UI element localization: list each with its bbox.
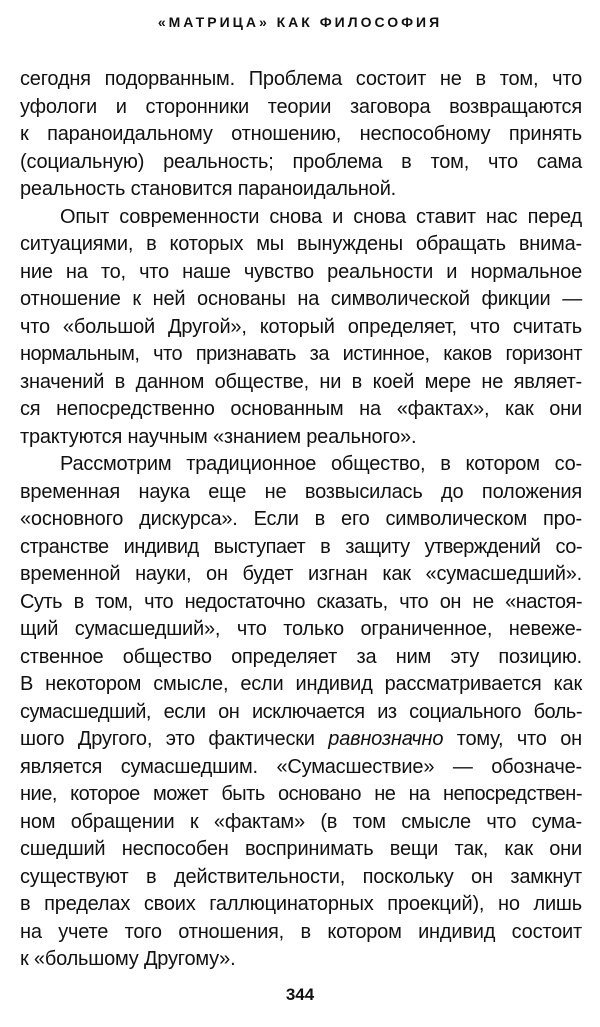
text-line-6: Опыт современности снова и снова ставит нас перед — [60, 205, 582, 228]
text-line-25-start: шого Другого, это фактически — [20, 728, 315, 750]
text-line-16: временная наука еще не возвысилась до положения — [20, 480, 582, 503]
text-line-23: В некотором смысле, если индивид рассматривается как — [20, 673, 582, 695]
text-line-14: трактуются научным «знанием реального». — [20, 425, 417, 448]
text-line-24: сумасшедший, если он исключается из социального боль- — [20, 700, 582, 723]
text-line-4: (социальную) реальность; проблема в том, что сама — [20, 150, 582, 173]
text-line-15: Рассмотрим традиционное общество, в котором со- — [60, 453, 582, 475]
text-line-28: ном обращении к «фактам» (в том смысле что сума- — [20, 810, 582, 833]
text-line-32: на учете того отношения, в котором индивид состоит — [20, 920, 582, 943]
text-line-31: в пределах своих галлюцинаторных проекций), но лишь — [20, 893, 582, 915]
text-line-22: ственное общество определяет за ним эту позицию. — [20, 645, 582, 668]
text-line-13: ся непосредственно основанным на «фактах», как они — [20, 398, 582, 420]
text-line-27: ние, которое может быть основано не на непосредствен- — [20, 783, 582, 805]
text-line-25-end: тому, что он — [456, 728, 582, 750]
text-line-5: реальность становится параноидальной. — [20, 178, 397, 200]
text-line-11: нормальным, что признавать за истинное, каков горизонт — [20, 343, 582, 365]
text-line-33: к «большому Другому». — [20, 948, 236, 970]
text-line-21: щий сумасшедший», что только ограниченное, невеже- — [20, 618, 582, 640]
text-line-9: отношение к ней основаны на символической фикции — — [20, 288, 582, 310]
text-line-19: временной науки, он будет изгнан как «сумасшедший». — [20, 563, 582, 585]
text-line-18: странстве индивид выступает в защиту утверждений со- — [20, 535, 582, 558]
text-line-30: существуют в действительности, поскольку он замкнут — [20, 865, 582, 888]
body-text — [20, 66, 582, 974]
text-line-3: к параноидальному отношению, неспособному принять — [20, 123, 582, 145]
text-line-10: что «большой Другой», который определяет, что считать — [20, 315, 582, 338]
text-line-8: ние на то, что наше чувство реальности и нормальное — [20, 260, 582, 283]
text-line-17: «основного дискурса». Если в его символическом про- — [20, 508, 582, 530]
emphasis-equivalent: равнозначно — [328, 728, 444, 750]
page-number: 344 — [285, 985, 315, 1004]
text-line-20: Суть в том, что недостаточно сказать, что он не «настоя- — [20, 590, 582, 613]
text-line-29: сшедший неспособен воспринимать вещи так, как они — [20, 838, 582, 860]
text-line-1: сегодня подорванным. Проблема состоит не в том, что — [20, 68, 582, 90]
running-header: «МАТРИЦА» КАК ФИЛОСОФИЯ — [157, 14, 443, 30]
text-line-12: значений в данном обществе, ни в коей мере не являет- — [20, 370, 582, 393]
text-line-7: ситуациями, в которых мы вынуждены обращать внима- — [20, 233, 582, 255]
text-line-26: является сумасшедшим. «Сумасшествие» — обозначе- — [20, 755, 582, 778]
text-line-25 — [20, 726, 582, 754]
text-line-2: уфологи и сторонники теории заговора возвращаются — [20, 95, 582, 118]
